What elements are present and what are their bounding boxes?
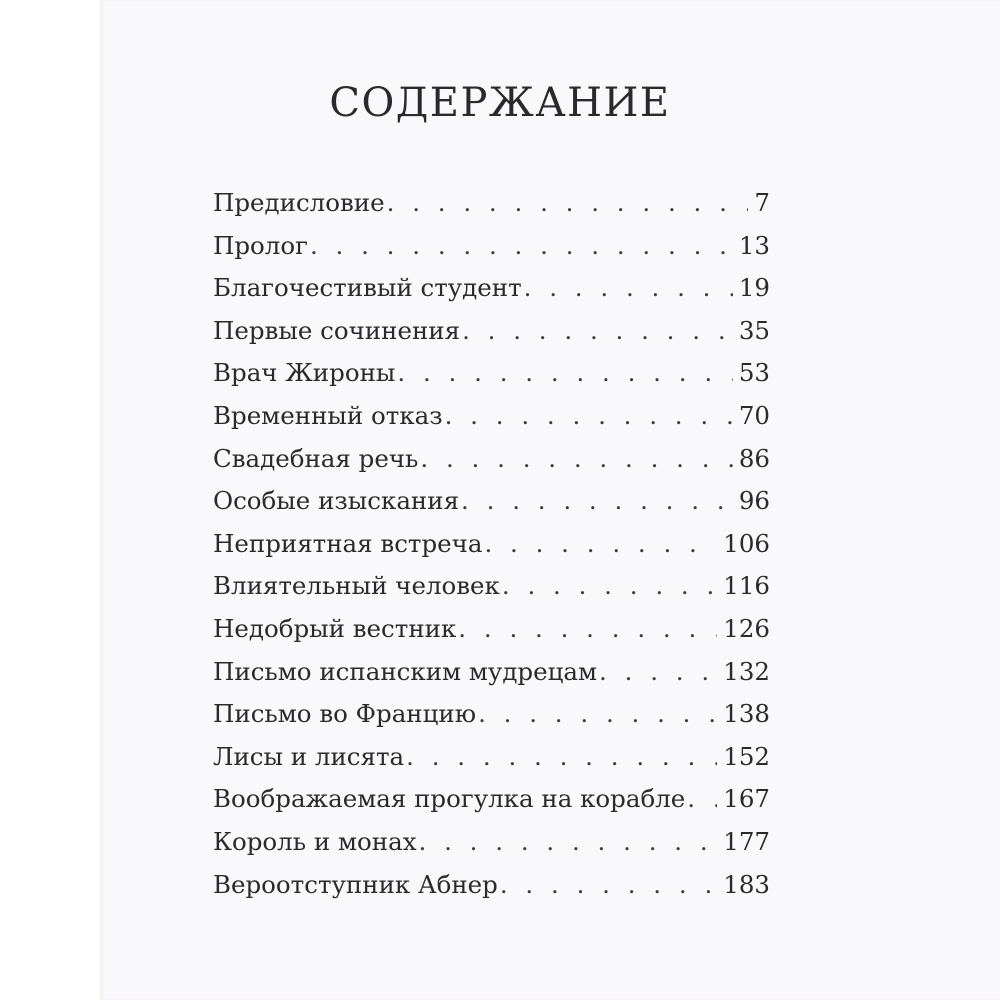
toc-entry	[213, 273, 770, 316]
toc-entry	[213, 870, 770, 913]
toc-entry-page-number: 13	[738, 230, 770, 260]
toc-entry	[213, 231, 770, 274]
table-of-contents	[213, 188, 770, 912]
toc-entry-page-number: 138	[723, 699, 770, 729]
toc-entry-page-number: 7	[754, 188, 770, 217]
toc-entry	[213, 444, 770, 487]
toc-entry-title: Временный отказ	[213, 400, 443, 430]
toc-entry-title: Лисы и лисята	[213, 741, 405, 771]
dot-leader	[458, 614, 717, 643]
toc-entry	[213, 784, 770, 827]
toc-entry	[213, 571, 770, 614]
toc-entry-title: Король и монах	[213, 826, 417, 856]
toc-entry-page-number: 86	[738, 443, 770, 473]
toc-entry-page-number: 126	[723, 613, 770, 643]
toc-entry-page-number: 96	[738, 486, 770, 516]
toc-entry-page-number: 70	[738, 400, 770, 430]
toc-entry-page-number: 106	[723, 528, 770, 558]
dot-leader	[502, 571, 717, 600]
toc-entry	[213, 699, 770, 742]
toc-entry-page-number: 53	[738, 358, 770, 388]
toc-entry-title: Неприятная встреча	[213, 528, 483, 558]
toc-entry-title: Предисловие	[213, 188, 385, 217]
dot-leader	[419, 827, 718, 856]
toc-entry-page-number: 116	[723, 571, 770, 601]
dot-leader	[310, 231, 733, 260]
toc-entry	[213, 742, 770, 785]
toc-entry-page-number: 19	[738, 273, 770, 303]
dot-leader	[687, 784, 717, 813]
dot-leader	[420, 444, 732, 473]
dot-leader	[462, 316, 733, 345]
toc-entry-page-number: 183	[723, 869, 770, 899]
toc-entry	[213, 827, 770, 870]
page-title: СОДЕРЖАНИЕ	[329, 80, 671, 126]
toc-entry-title: Недобрый вестник	[213, 613, 457, 643]
toc-entry-title: Влиятельный человек	[213, 571, 500, 601]
toc-entry-title: Особые изыскания	[213, 486, 460, 516]
toc-entry	[213, 316, 770, 359]
toc-entry	[213, 657, 770, 700]
toc-entry-title: Пролог	[213, 230, 308, 260]
toc-entry-title: Письмо испанским мудрецам	[213, 656, 598, 686]
dot-leader	[524, 273, 733, 302]
toc-entry	[213, 188, 770, 231]
dot-leader	[484, 529, 717, 558]
toc-entry-title: Вероотступник Абнер	[213, 869, 498, 899]
dot-leader	[478, 699, 717, 728]
toc-entry-title: Письмо во Францию	[213, 699, 477, 729]
toc-entry-page-number: 167	[723, 784, 770, 814]
toc-entry	[213, 401, 770, 444]
dot-leader	[445, 401, 733, 430]
toc-entry	[213, 358, 770, 401]
toc-entry-page-number: 132	[723, 656, 770, 686]
toc-entry-title: Воображаемая прогулка на корабле	[213, 784, 686, 814]
toc-entry-title: Благочестивый студент	[213, 273, 522, 303]
toc-entry-title: Первые сочинения	[213, 315, 461, 345]
dot-leader	[406, 742, 717, 771]
toc-entry-title: Врач Жироны	[213, 358, 396, 388]
toc-entry	[213, 614, 770, 657]
toc-entry-page-number: 177	[723, 826, 770, 856]
toc-entry-page-number: 152	[723, 741, 770, 771]
dot-leader	[387, 188, 749, 217]
toc-entry	[213, 529, 770, 572]
dot-leader	[599, 657, 717, 686]
dot-leader	[461, 486, 733, 515]
toc-entry-title: Свадебная речь	[213, 443, 419, 473]
dot-leader	[500, 870, 717, 899]
dot-leader	[397, 358, 732, 387]
toc-entry-page-number: 35	[738, 315, 770, 345]
toc-entry	[213, 486, 770, 529]
